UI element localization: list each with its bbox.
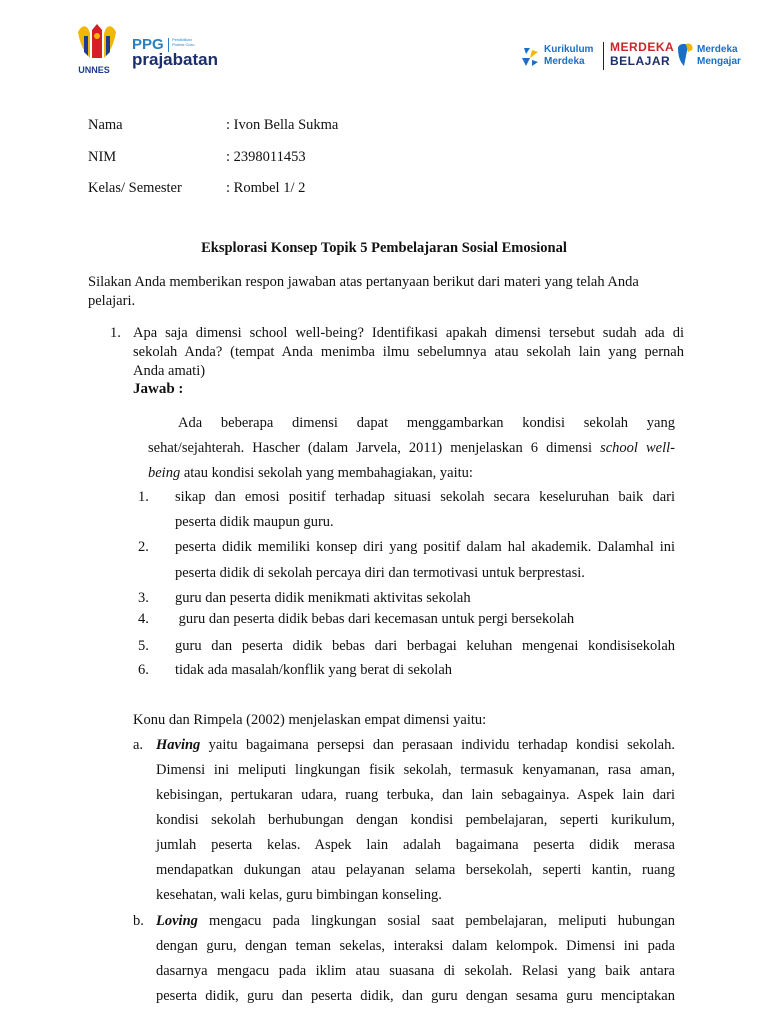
konu-a-line-1 [156,733,675,758]
dimension-2-line-1: peserta didik memiliki konsep diri yang positif dalam hal akademik. Dalamhal ini [175,539,675,555]
logo-divider [603,42,604,70]
konu-b-term: Loving [156,913,198,929]
identity-label-nim: NIM [88,149,117,165]
merdeka-belajar-line2: BELAJAR [610,54,671,68]
merdeka-mengajar-line1: Merdeka [697,44,738,55]
unnes-logo [72,22,122,74]
identity-label-nama: Nama [88,117,123,133]
konu-a-first-rest: yaitu bagaimana persepsi dan perasaan individu terhadap kondisi sekolah. [200,737,675,753]
dimension-number: 2. [138,539,149,555]
question-line-2: sekolah Anda? (tempat Anda menimba ilmu sebelumnya atau sekolah lain yang pernah [133,344,684,360]
konu-a-term: Having [156,737,201,753]
question-number: 1. [110,325,121,341]
merdeka-mengajar-icon [676,42,694,68]
dimension-number: 6. [138,662,149,678]
konu-a-line-7: kesehatan, wali kelas, guru bimbingan konseling. [156,887,442,903]
answer-line-3b: atau kondisi sekolah yang membahagiakan, yaitu: [180,465,473,481]
konu-a-line-6: mendapatkan dukungan atau pelayanan selama bersekolah, seperti kantin, ruang [156,862,675,878]
answer-line-2b: school well- [600,440,675,456]
answer-line-2a: sehat/sejahterah. Hascher (dalam Jarvela, 2011) menjelaskan 6 dimensi [148,440,601,456]
konu-letter: a. [133,737,144,753]
identity-value-nim: : 2398011453 [226,149,306,165]
kurikulum-line1: Kurikulum [544,44,594,55]
konu-a-line-5: jumlah peserta kelas. Aspek lain adalah bagaimana peserta didik merasa [156,837,675,853]
dimension-5-line-1: guru dan peserta didik bebas dari berbagai keluhan mengenai kondisisekolah [175,638,675,654]
merdeka-mengajar-line2: Mengajar [697,56,741,67]
konu-intro: Konu dan Rimpela (2002) menjelaskan empat dimensi yaitu: [133,712,487,728]
ppg-prajabatan-logo [132,36,232,76]
merdeka-mengajar-logo [676,42,756,72]
dimension-number: 4. [138,611,149,627]
identity-label-kelas: Kelas/ Semester [88,180,182,196]
dimension-3-line-1: guru dan peserta didik menikmati aktivitas sekolah [175,590,471,606]
answer-line-2 [148,436,675,461]
question-line-1: Apa saja dimensi school well-being? Identifikasi apakah dimensi tersebut sudah ada di [133,325,684,341]
intro-line-1: Silakan Anda memberikan respon jawaban atas pertanyaan berikut dari materi yang telah Anda [88,274,639,290]
konu-b-line-3: dasarnya mengacu pada iklim atau suasana di sekolah. Relasi yang baik antara [156,963,675,979]
dimension-2-line-2: peserta didik di sekolah percaya diri dan termotivasi untuk berprestasi. [175,565,585,581]
kurikulum-line2: Merdeka [544,56,585,67]
prajabatan-label: prajabatan [132,50,218,69]
kurikulum-merdeka-logo [520,42,600,72]
konu-b-line-4: peserta didik, guru dan peserta didik, dan guru dengan sesama guru menciptakan [156,988,675,1004]
dimension-4-line-1: guru dan peserta didik bebas dari kecemasan untuk pergi bersekolah [175,611,575,627]
konu-a-line-3: kebisingan, pertukaran udara, ruang terbuka, dan lain sebagainya. Aspek lain dari [156,787,675,803]
merdeka-belajar-line1: MERDEKA [610,40,675,54]
identity-value-kelas: : Rombel 1/ 2 [226,180,306,196]
dimension-6-line-1: tidak ada masalah/konflik yang berat di sekolah [175,662,453,678]
konu-b-line-1 [156,909,675,934]
page-title: Eksplorasi Konsep Topik 5 Pembelajaran Sosial Emosional [201,240,567,256]
konu-a-line-2: Dimensi ini meliputi lingkungan fisik sekolah, termasuk kenyamanan, rasa aman, [156,762,675,778]
question-line-3: Anda amati) [133,363,206,379]
unnes-label: UNNES [78,65,110,75]
intro-line-2: pelajari. [88,293,136,309]
dimension-1-line-1: sikap dan emosi positif terhadap situasi sekolah secara keseluruhan baik dari [175,489,675,505]
dimension-number: 3. [138,590,149,606]
konu-a-line-4: kondisi sekolah berhubungan dengan kondisi pembelajaran, seperti kurikulum, [156,812,675,828]
ppg-label: PPG [132,36,164,53]
answer-line-3 [148,461,473,486]
dimension-number: 5. [138,638,149,654]
unnes-emblem-icon [72,22,122,62]
konu-b-first-rest: mengacu pada lingkungan sosial saat pembelajaran, meliputi hubungan [197,913,675,929]
answer-label: Jawab : [133,381,184,397]
dimension-number: 1. [138,489,149,505]
answer-line-1: Ada beberapa dimensi dapat menggambarkan kondisi sekolah yang [178,415,675,431]
identity-value-nama: : Ivon Bella Sukma [226,117,339,133]
answer-line-3a: being [148,465,181,481]
konu-b-line-2: dengan guru, dengan teman sekelas, interaksi dalam kelompok. Dimensi ini pada [156,938,675,954]
merdeka-belajar-logo [610,40,675,72]
konu-letter: b. [133,913,144,929]
dimension-1-line-2: peserta didik maupun guru. [175,514,334,530]
kurikulum-merdeka-icon [520,44,540,68]
ppg-small-label: Pendidikan Profesi Guru [172,37,195,47]
